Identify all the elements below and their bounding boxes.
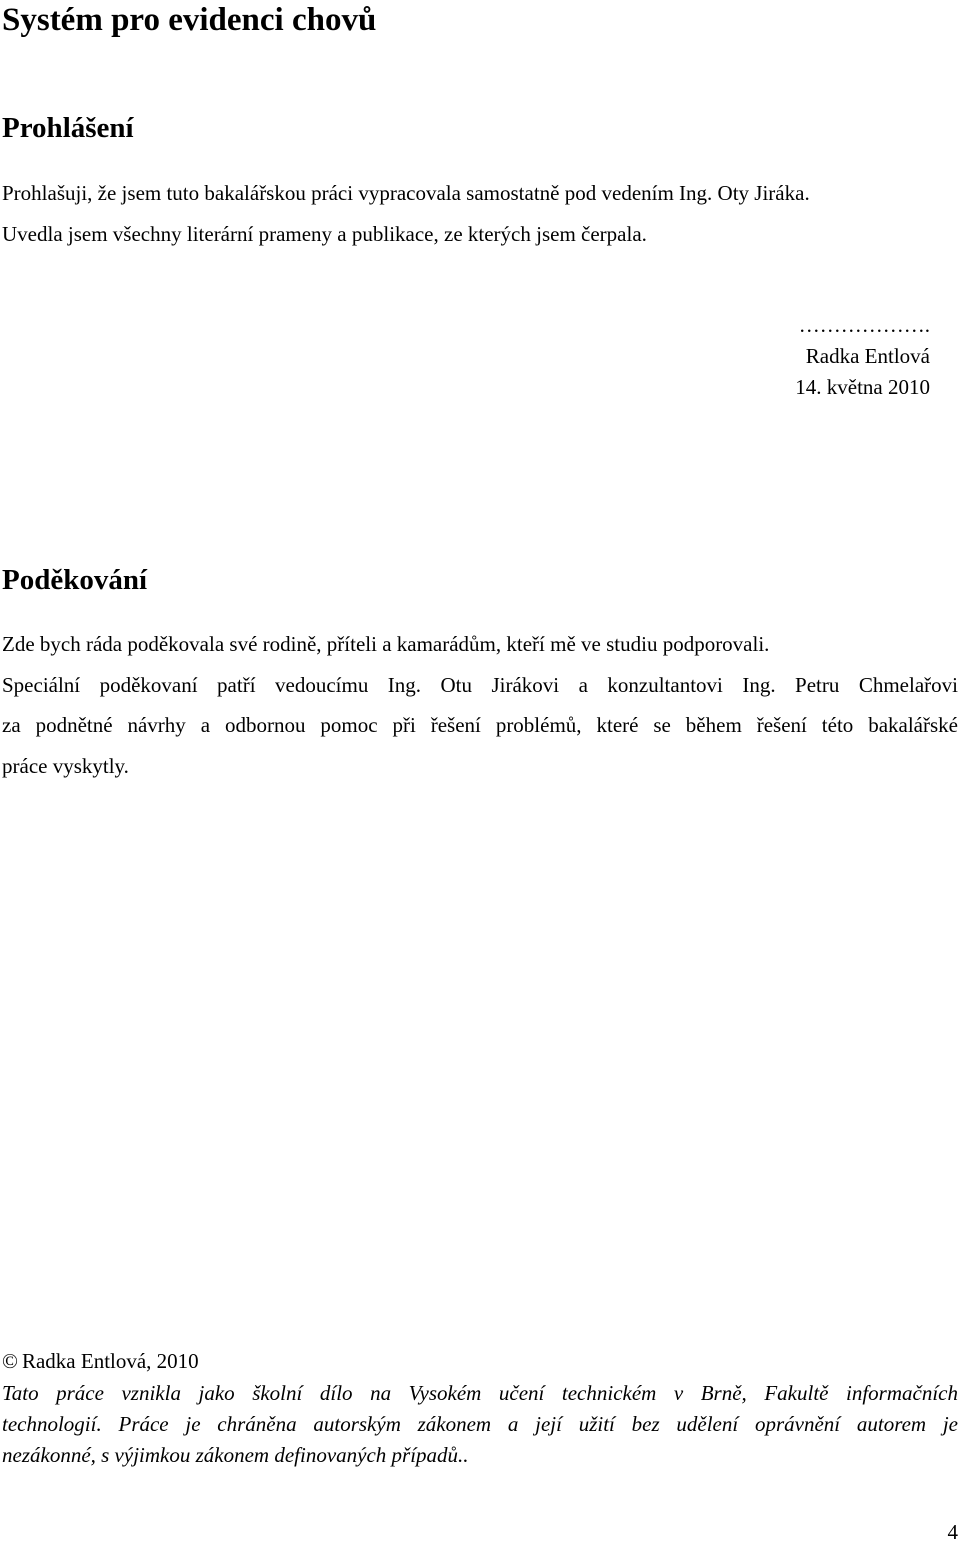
- copyright-notice-line-1: Tato práce vznikla jako školní dílo na Vysokém učení technickém v Brně, Fakultě informačních: [2, 1381, 958, 1405]
- page-number: 4: [947, 1520, 958, 1544]
- acknowledgement-line-2: Speciální poděkovaní patří vedoucímu Ing. Otu Jirákovi a konzultantovi Ing. Petru Chmelařovi: [2, 673, 958, 697]
- signature-name: Radka Entlová: [805, 344, 930, 368]
- copyright-notice-line-3: nezákonné, s výjimkou zákonem definovaných případů..: [2, 1443, 469, 1467]
- acknowledgement-line-4: práce vyskytly.: [2, 754, 129, 778]
- declaration-line-1: Prohlašuji, že jsem tuto bakalářskou práci vypracovala samostatně pod vedením Ing. Oty Jiráka.: [2, 181, 810, 205]
- signature-date: 14. května 2010: [795, 375, 930, 399]
- copyright-holder: Radka Entlová, 2010: [21, 1349, 199, 1373]
- declaration-line-2: Uvedla jsem všechny literární prameny a publikace, ze kterých jsem čerpala.: [2, 222, 647, 246]
- declaration-heading: Prohlášení: [2, 112, 134, 144]
- copyright-symbol: ©: [2, 1349, 18, 1373]
- copyright-line: [2, 1348, 199, 1374]
- acknowledgement-line-1: Zde bych ráda poděkovala své rodině, příteli a kamarádům, kteří mě ve studiu podporovali.: [2, 632, 770, 656]
- document-title: Systém pro evidenci chovů: [2, 2, 377, 38]
- acknowledgement-line-3: za podnětné návrhy a odbornou pomoc při řešení problémů, které se během řešení této bakalářské: [2, 713, 958, 737]
- acknowledgement-heading: Poděkování: [2, 564, 148, 596]
- copyright-notice-line-2: technologií. Práce je chráněna autorským zákonem a její užití bez udělení oprávnění autorem je: [2, 1412, 958, 1436]
- signature-dots: ……………….: [798, 313, 930, 337]
